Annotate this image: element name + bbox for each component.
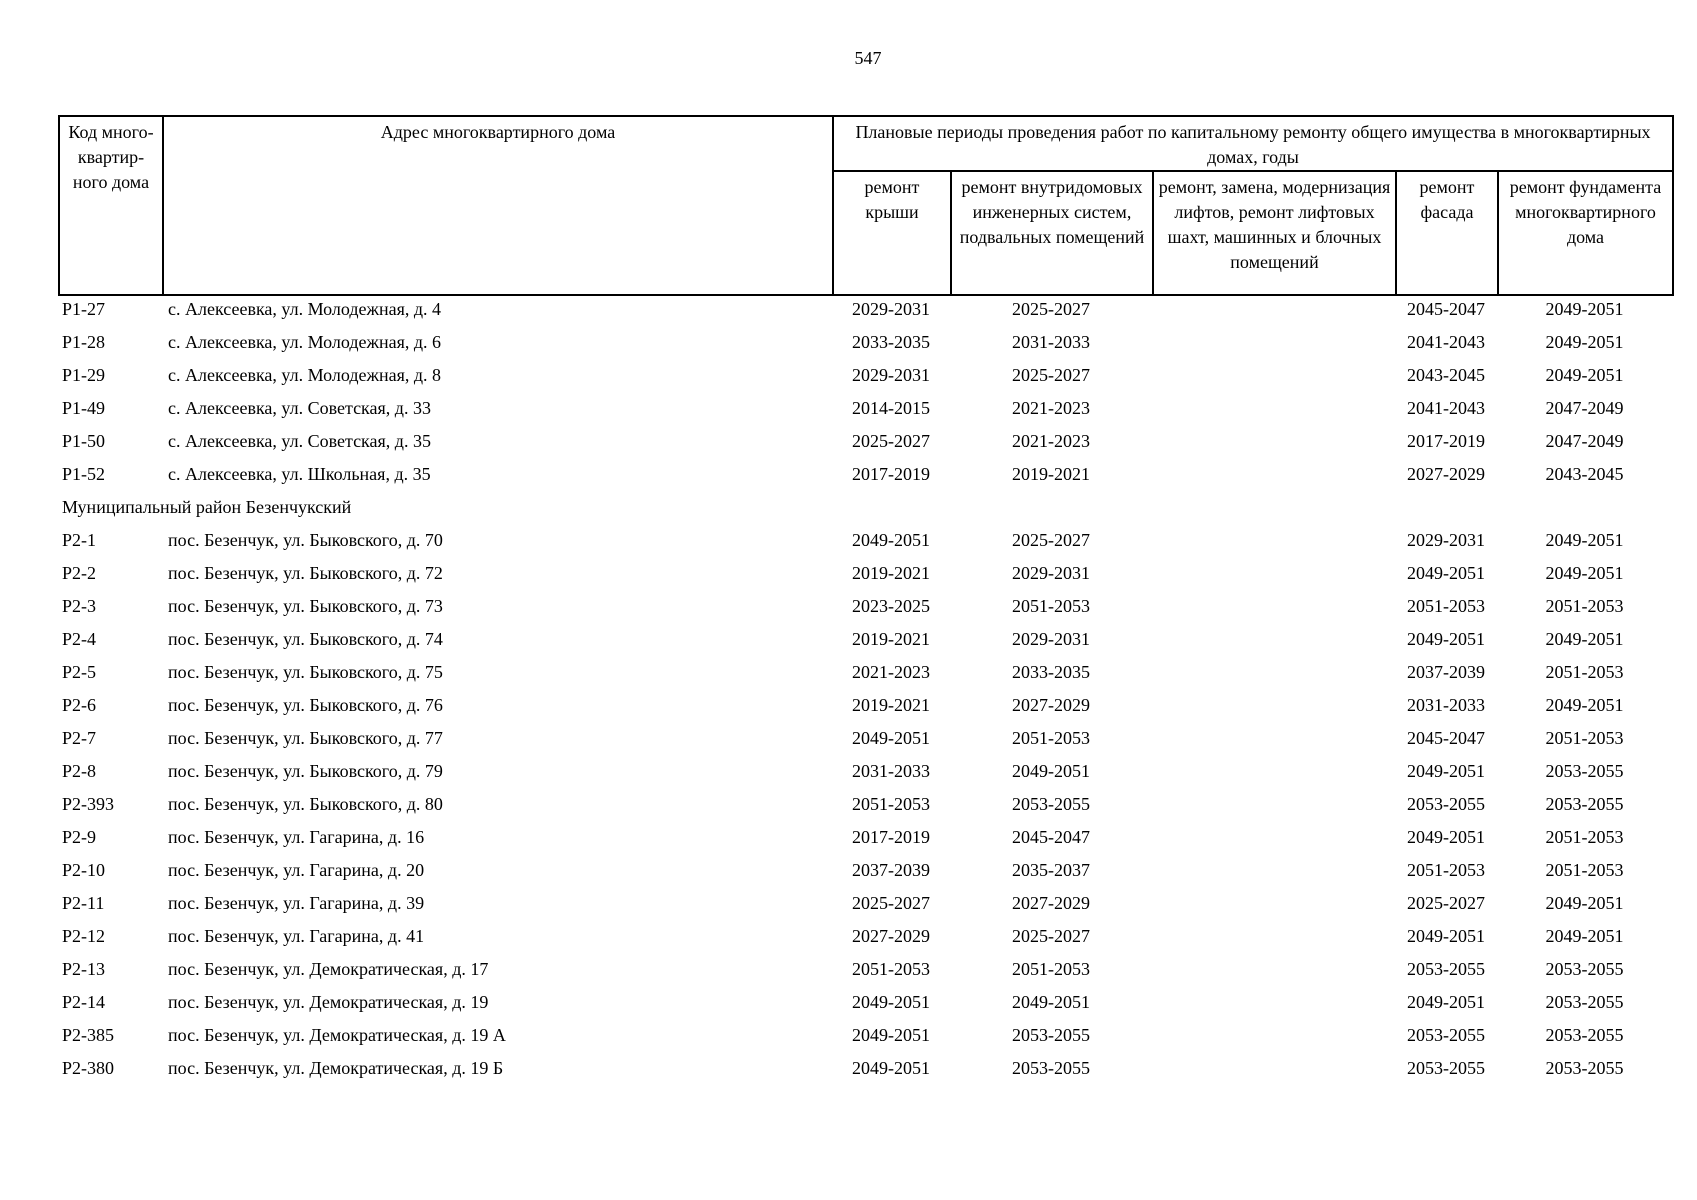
cell-facade: 2051-2053 — [1407, 596, 1485, 616]
cell-systems: 2053-2055 — [1012, 1025, 1090, 1045]
table-row — [58, 425, 1672, 458]
cell-address: пос. Безенчук, ул. Гагарина, д. 39 — [168, 893, 425, 913]
header-roof: ремонт крыши — [833, 171, 951, 295]
cell-address: пос. Безенчук, ул. Гагарина, д. 20 — [168, 860, 425, 880]
cell-address: с. Алексеевка, ул. Советская, д. 33 — [168, 398, 431, 418]
cell-address: пос. Безенчук, ул. Быковского, д. 73 — [168, 596, 443, 616]
cell-lifts — [1152, 986, 1395, 1019]
cell-lifts — [1152, 359, 1395, 392]
cell-roof: 2033-2035 — [852, 332, 930, 352]
cell-facade: 2051-2053 — [1407, 860, 1485, 880]
cell-code: Р2-14 — [62, 992, 106, 1012]
cell-roof: 2049-2051 — [852, 992, 930, 1012]
cell-systems: 2053-2055 — [1012, 794, 1090, 814]
cell-facade: 2031-2033 — [1407, 695, 1485, 715]
cell-foundation: 2043-2045 — [1545, 464, 1624, 484]
cell-code: Р2-8 — [62, 761, 97, 781]
table-row — [58, 326, 1672, 359]
cell-code: Р2-1 — [62, 530, 97, 550]
table-row — [58, 1052, 1672, 1085]
cell-address: с. Алексеевка, ул. Молодежная, д. 6 — [168, 332, 442, 352]
cell-roof: 2021-2023 — [852, 662, 930, 682]
cell-code: Р1-50 — [62, 431, 106, 451]
table-row — [58, 524, 1672, 557]
table-row — [58, 788, 1672, 821]
cell-systems: 2035-2037 — [1012, 860, 1090, 880]
cell-roof: 2027-2029 — [852, 926, 930, 946]
cell-lifts — [1152, 722, 1395, 755]
cell-lifts — [1152, 788, 1395, 821]
table-row — [58, 722, 1672, 755]
table-row — [58, 590, 1672, 623]
cell-foundation: 2053-2055 — [1545, 794, 1624, 814]
table-row — [58, 1019, 1672, 1052]
cell-address: с. Алексеевка, ул. Молодежная, д. 8 — [168, 365, 442, 385]
cell-address: пос. Безенчук, ул. Быковского, д. 72 — [168, 563, 443, 583]
cell-foundation: 2049-2051 — [1545, 365, 1624, 385]
cell-lifts — [1152, 524, 1395, 557]
cell-roof: 2051-2053 — [852, 794, 930, 814]
cell-facade: 2049-2051 — [1407, 926, 1485, 946]
cell-address: пос. Безенчук, ул. Гагарина, д. 41 — [168, 926, 425, 946]
cell-facade: 2053-2055 — [1407, 959, 1485, 979]
cell-lifts — [1152, 1019, 1395, 1052]
cell-foundation: 2051-2053 — [1545, 662, 1624, 682]
cell-roof: 2029-2031 — [852, 299, 930, 319]
cell-address: с. Алексеевка, ул. Молодежная, д. 4 — [168, 299, 442, 319]
cell-code: Р2-7 — [62, 728, 97, 748]
cell-foundation: 2049-2051 — [1545, 893, 1624, 913]
cell-foundation: 2051-2053 — [1545, 827, 1624, 847]
cell-foundation: 2053-2055 — [1545, 761, 1624, 781]
cell-foundation: 2047-2049 — [1545, 398, 1624, 418]
cell-facade: 2053-2055 — [1407, 794, 1485, 814]
cell-foundation: 2049-2051 — [1545, 332, 1624, 352]
cell-roof: 2037-2039 — [852, 860, 930, 880]
cell-address: пос. Безенчук, ул. Быковского, д. 70 — [168, 530, 443, 550]
table-row — [58, 821, 1672, 854]
cell-systems: 2019-2021 — [1012, 464, 1090, 484]
cell-facade: 2053-2055 — [1407, 1025, 1485, 1045]
cell-facade: 2049-2051 — [1407, 563, 1485, 583]
cell-systems: 2025-2027 — [1012, 926, 1090, 946]
header-facade: ремонт фасада — [1396, 171, 1498, 295]
table-row — [58, 689, 1672, 722]
cell-lifts — [1152, 920, 1395, 953]
section-row — [58, 491, 1672, 524]
cell-lifts — [1152, 656, 1395, 689]
cell-lifts — [1152, 293, 1395, 326]
page-number: 547 — [854, 48, 882, 68]
cell-code: Р2-13 — [62, 959, 106, 979]
cell-facade: 2049-2051 — [1407, 992, 1485, 1012]
cell-systems: 2025-2027 — [1012, 530, 1090, 550]
cell-code: Р2-385 — [62, 1025, 115, 1045]
cell-address: пос. Безенчук, ул. Быковского, д. 74 — [168, 629, 443, 649]
cell-code: Р1-52 — [62, 464, 106, 484]
table-row — [58, 623, 1672, 656]
table-row — [58, 953, 1672, 986]
cell-lifts — [1152, 887, 1395, 920]
cell-systems: 2049-2051 — [1012, 761, 1090, 781]
cell-foundation: 2051-2053 — [1545, 728, 1624, 748]
cell-facade: 2041-2043 — [1407, 398, 1485, 418]
cell-code: Р2-11 — [62, 893, 105, 913]
cell-foundation: 2053-2055 — [1545, 992, 1624, 1012]
cell-code: Р2-9 — [62, 827, 97, 847]
header-systems: ремонт внутридомовых инженерных систем, подвальных помещений — [951, 171, 1153, 295]
cell-lifts — [1152, 854, 1395, 887]
cell-code: Р1-29 — [62, 365, 106, 385]
cell-systems: 2025-2027 — [1012, 299, 1090, 319]
cell-code: Р2-4 — [62, 629, 97, 649]
cell-lifts — [1152, 590, 1395, 623]
cell-code: Р2-393 — [62, 794, 115, 814]
header-code: Код много-квартир-ного дома — [59, 116, 163, 295]
cell-roof: 2049-2051 — [852, 728, 930, 748]
table-row — [58, 557, 1672, 590]
cell-lifts — [1152, 458, 1395, 491]
table-row — [58, 293, 1672, 326]
cell-systems: 2025-2027 — [1012, 365, 1090, 385]
cell-systems: 2027-2029 — [1012, 893, 1090, 913]
cell-foundation: 2049-2051 — [1545, 530, 1624, 550]
cell-roof: 2017-2019 — [852, 464, 930, 484]
cell-code: Р2-6 — [62, 695, 97, 715]
cell-systems: 2029-2031 — [1012, 563, 1090, 583]
cell-facade: 2049-2051 — [1407, 761, 1485, 781]
cell-facade: 2017-2019 — [1407, 431, 1485, 451]
cell-roof: 2019-2021 — [852, 563, 930, 583]
cell-code: Р1-28 — [62, 332, 106, 352]
cell-systems: 2033-2035 — [1012, 662, 1090, 682]
cell-systems: 2027-2029 — [1012, 695, 1090, 715]
cell-facade: 2049-2051 — [1407, 827, 1485, 847]
cell-address: пос. Безенчук, ул. Быковского, д. 80 — [168, 794, 443, 814]
cell-foundation: 2051-2053 — [1545, 596, 1624, 616]
table-row — [58, 656, 1672, 689]
cell-address: пос. Безенчук, ул. Быковского, д. 76 — [168, 695, 443, 715]
cell-code: Р2-2 — [62, 563, 97, 583]
cell-foundation: 2049-2051 — [1545, 629, 1624, 649]
cell-lifts — [1152, 953, 1395, 986]
cell-lifts — [1152, 689, 1395, 722]
cell-address: пос. Безенчук, ул. Демократическая, д. 17 — [168, 959, 489, 979]
cell-address: пос. Безенчук, ул. Демократическая, д. 19 — [168, 992, 489, 1012]
cell-address: пос. Безенчук, ул. Демократическая, д. 19 Б — [168, 1058, 504, 1078]
table-row — [58, 854, 1672, 887]
cell-roof: 2049-2051 — [852, 530, 930, 550]
table-row — [58, 887, 1672, 920]
cell-systems: 2051-2053 — [1012, 959, 1090, 979]
cell-lifts — [1152, 557, 1395, 590]
cell-roof: 2031-2033 — [852, 761, 930, 781]
cell-lifts — [1152, 623, 1395, 656]
cell-address: пос. Безенчук, ул. Быковского, д. 75 — [168, 662, 443, 682]
cell-systems: 2031-2033 — [1012, 332, 1090, 352]
table-row — [58, 920, 1672, 953]
cell-roof: 2025-2027 — [852, 893, 930, 913]
cell-foundation: 2053-2055 — [1545, 1058, 1624, 1078]
cell-lifts — [1152, 425, 1395, 458]
cell-facade: 2041-2043 — [1407, 332, 1485, 352]
cell-code: Р2-380 — [62, 1058, 115, 1078]
cell-code: Р2-3 — [62, 596, 97, 616]
cell-foundation: 2053-2055 — [1545, 959, 1624, 979]
cell-systems: 2045-2047 — [1012, 827, 1090, 847]
cell-facade: 2027-2029 — [1407, 464, 1485, 484]
cell-address: пос. Безенчук, ул. Гагарина, д. 16 — [168, 827, 425, 847]
cell-foundation: 2049-2051 — [1545, 926, 1624, 946]
cell-roof: 2049-2051 — [852, 1058, 930, 1078]
cell-code: Р1-49 — [62, 398, 106, 418]
cell-foundation: 2049-2051 — [1545, 563, 1624, 583]
table-body — [58, 293, 1672, 1085]
cell-foundation: 2047-2049 — [1545, 431, 1624, 451]
cell-roof: 2014-2015 — [852, 398, 930, 418]
cell-systems: 2051-2053 — [1012, 728, 1090, 748]
cell-code: Р2-12 — [62, 926, 106, 946]
header-address: Адрес многоквартирного дома — [163, 116, 833, 295]
table-row — [58, 359, 1672, 392]
cell-address: пос. Безенчук, ул. Быковского, д. 79 — [168, 761, 443, 781]
table-header — [58, 115, 1674, 296]
cell-facade: 2029-2031 — [1407, 530, 1485, 550]
cell-roof: 2019-2021 — [852, 695, 930, 715]
cell-roof: 2023-2025 — [852, 596, 930, 616]
cell-systems: 2049-2051 — [1012, 992, 1090, 1012]
cell-address: пос. Безенчук, ул. Демократическая, д. 19 А — [168, 1025, 506, 1045]
table-row — [58, 755, 1672, 788]
cell-roof: 2029-2031 — [852, 365, 930, 385]
cell-foundation: 2049-2051 — [1545, 695, 1624, 715]
cell-facade: 2037-2039 — [1407, 662, 1485, 682]
cell-roof: 2049-2051 — [852, 1025, 930, 1045]
cell-lifts — [1152, 821, 1395, 854]
cell-facade: 2053-2055 — [1407, 1058, 1485, 1078]
cell-lifts — [1152, 326, 1395, 359]
cell-lifts — [1152, 392, 1395, 425]
cell-systems: 2029-2031 — [1012, 629, 1090, 649]
section-title: Муниципальный район Безенчукский — [62, 497, 352, 517]
cell-roof: 2019-2021 — [852, 629, 930, 649]
table-row — [58, 458, 1672, 491]
cell-foundation: 2053-2055 — [1545, 1025, 1624, 1045]
cell-lifts — [1152, 1052, 1395, 1085]
cell-facade: 2025-2027 — [1407, 893, 1485, 913]
header-periods-title: Плановые периоды проведения работ по капитальному ремонту общего имущества в многоквартирных домах, годы — [833, 116, 1673, 171]
table-row — [58, 986, 1672, 1019]
cell-systems: 2051-2053 — [1012, 596, 1090, 616]
cell-address: пос. Безенчук, ул. Быковского, д. 77 — [168, 728, 443, 748]
cell-systems: 2021-2023 — [1012, 431, 1090, 451]
cell-address: с. Алексеевка, ул. Советская, д. 35 — [168, 431, 431, 451]
cell-systems: 2053-2055 — [1012, 1058, 1090, 1078]
cell-address: с. Алексеевка, ул. Школьная, д. 35 — [168, 464, 431, 484]
cell-facade: 2045-2047 — [1407, 299, 1485, 319]
cell-code: Р2-5 — [62, 662, 97, 682]
cell-facade: 2045-2047 — [1407, 728, 1485, 748]
cell-roof: 2051-2053 — [852, 959, 930, 979]
cell-facade: 2049-2051 — [1407, 629, 1485, 649]
cell-foundation: 2049-2051 — [1545, 299, 1624, 319]
header-lifts: ремонт, замена, модернизация лифтов, ремонт лифтовых шахт, машинных и блочных помещений — [1153, 171, 1396, 295]
cell-facade: 2043-2045 — [1407, 365, 1485, 385]
header-foundation: ремонт фундамента многоквартирного дома — [1498, 171, 1673, 295]
cell-roof: 2025-2027 — [852, 431, 930, 451]
table-row — [58, 392, 1672, 425]
cell-roof: 2017-2019 — [852, 827, 930, 847]
cell-foundation: 2051-2053 — [1545, 860, 1624, 880]
cell-code: Р2-10 — [62, 860, 106, 880]
cell-code: Р1-27 — [62, 299, 106, 319]
cell-lifts — [1152, 755, 1395, 788]
cell-systems: 2021-2023 — [1012, 398, 1090, 418]
